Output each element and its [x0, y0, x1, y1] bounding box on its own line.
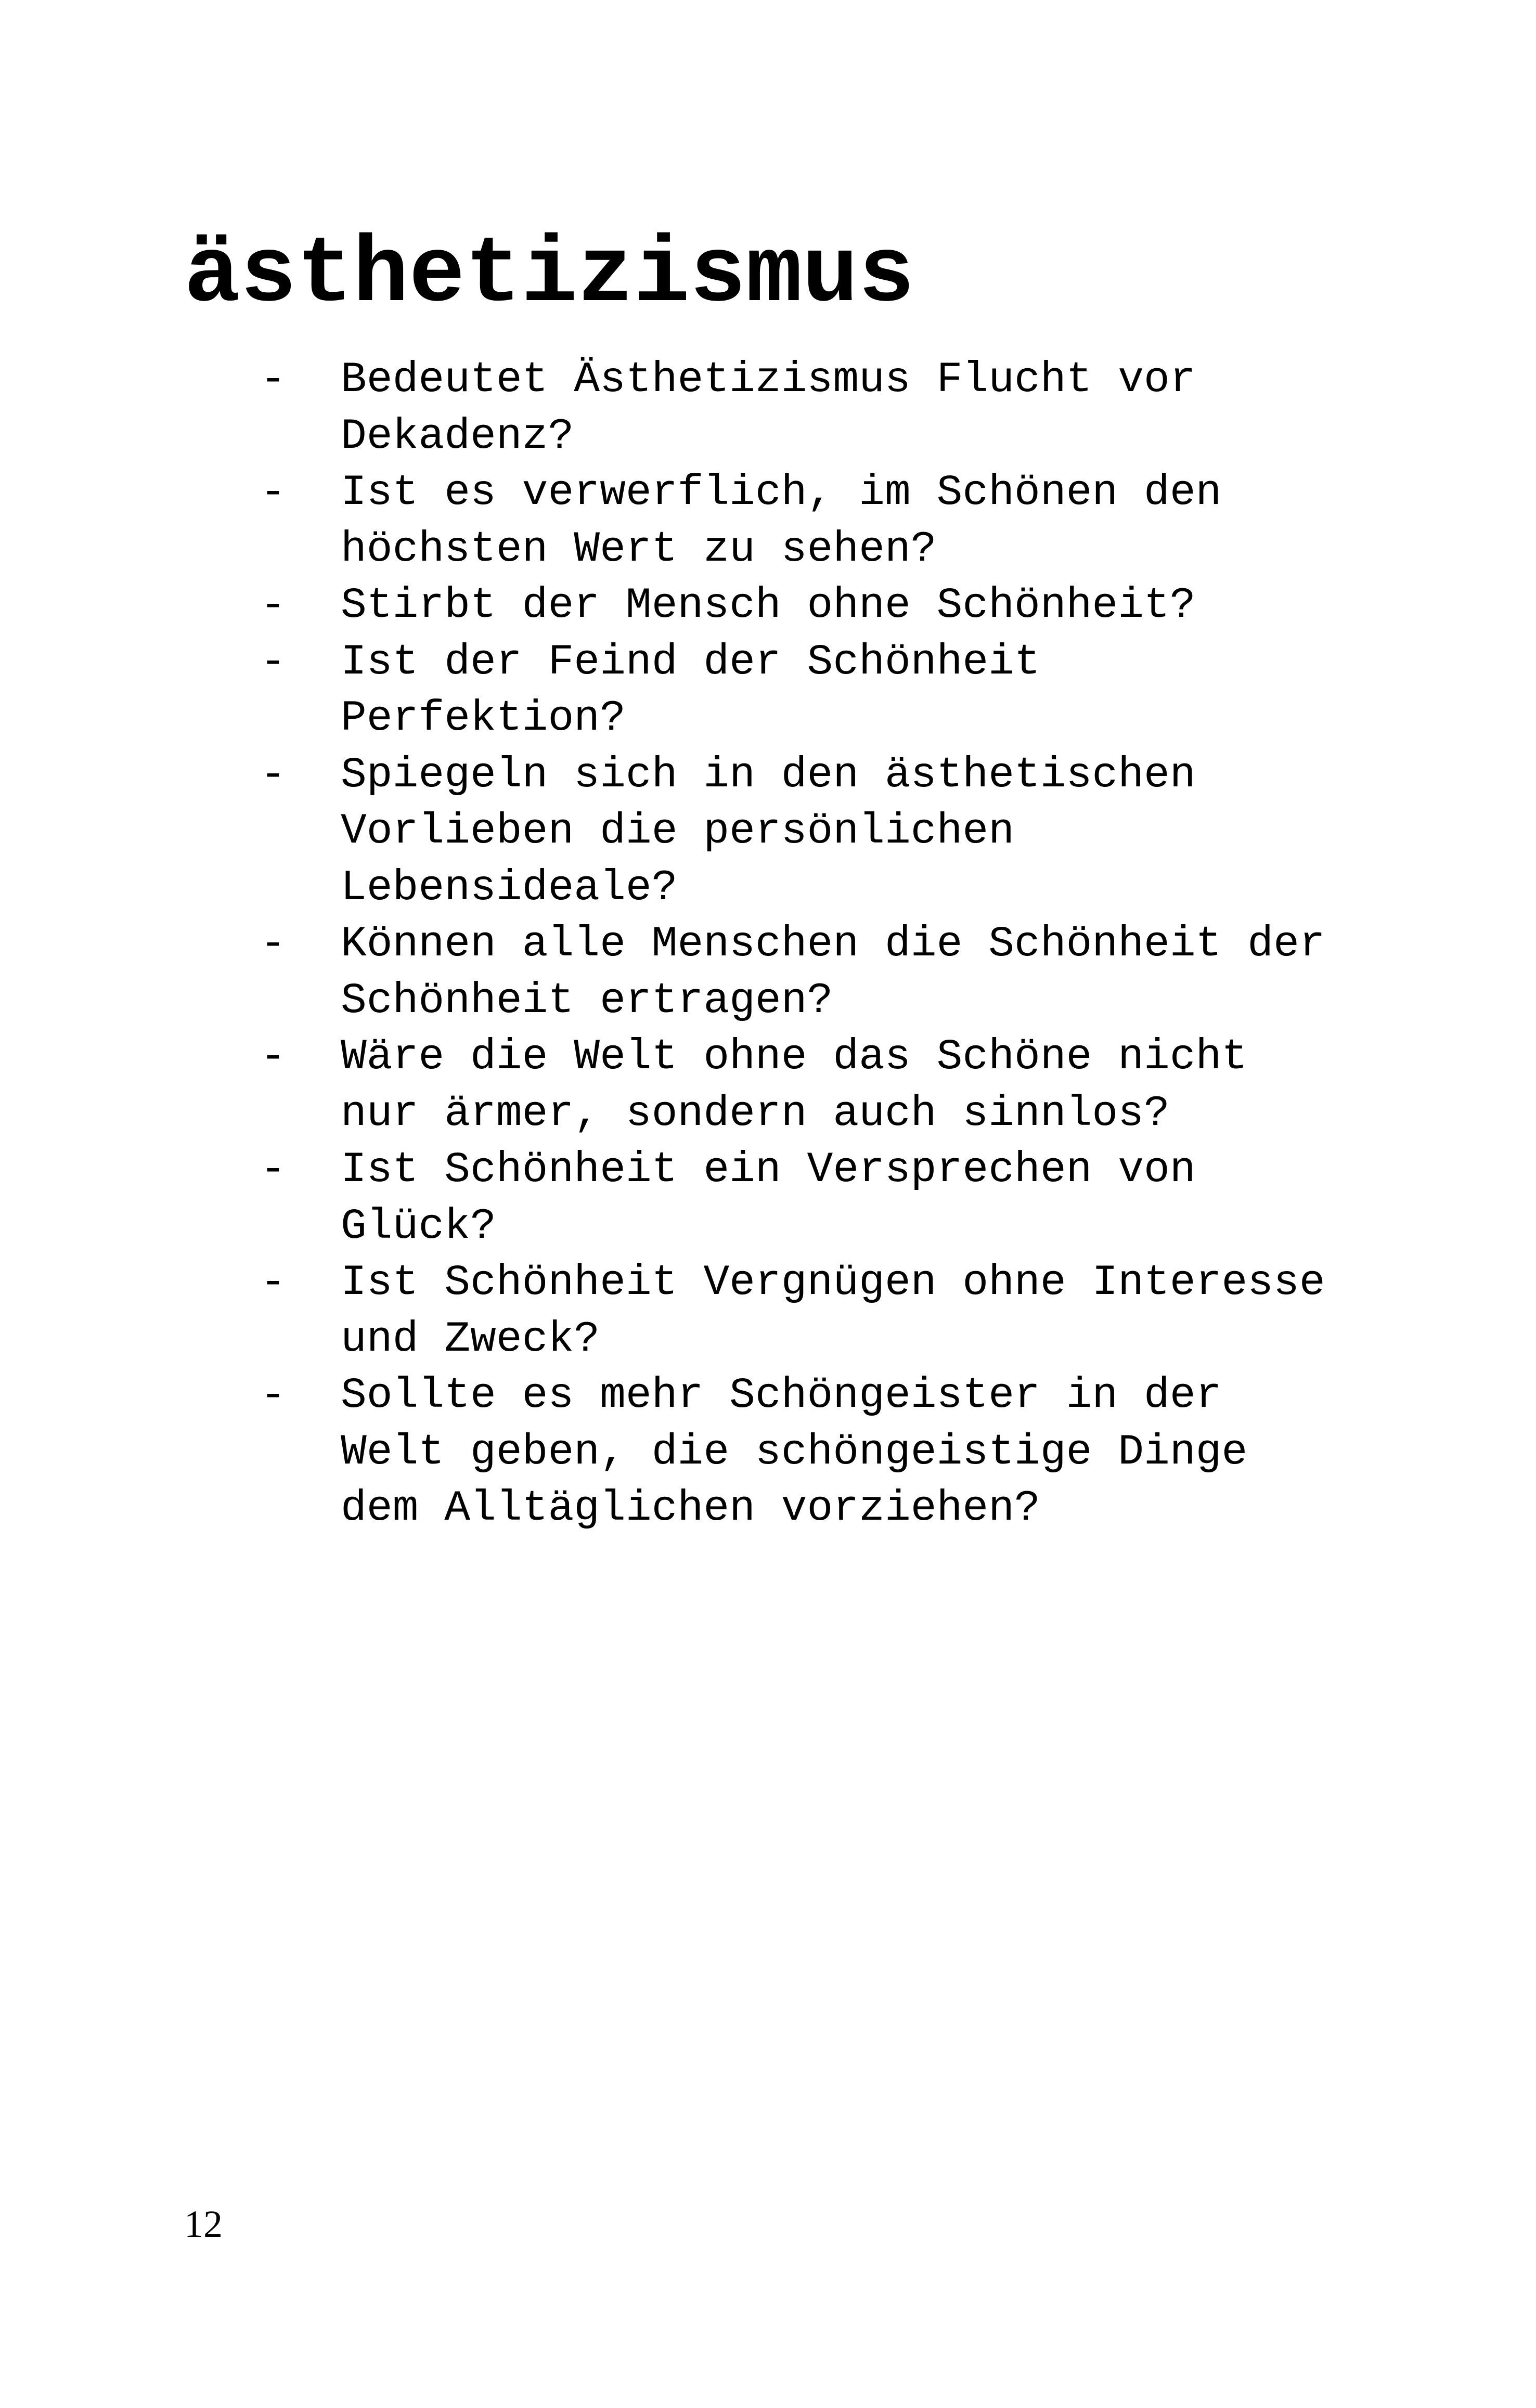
question-item: [260, 916, 1404, 1029]
question-text-line: Lebensideale?: [341, 863, 678, 912]
question-list: [260, 352, 1404, 1537]
question-text-line: Schönheit ertragen?: [341, 976, 833, 1025]
bullet-dash: -: [260, 581, 286, 630]
question-text-line: Ist Schönheit ein Versprechen von: [341, 1145, 1196, 1194]
bullet-dash: -: [260, 1371, 286, 1420]
question-text-line: Welt geben, die schöngeistige Dinge: [341, 1427, 1248, 1477]
bullet-dash: -: [260, 1258, 286, 1307]
question-text-line: Stirbt der Mensch ohne Schönheit?: [341, 581, 1196, 630]
question-text-line: Wäre die Welt ohne das Schöne nicht: [341, 1032, 1248, 1081]
bullet-dash: -: [260, 355, 286, 404]
question-text-line: Dekadenz?: [341, 411, 574, 461]
page-number: 12: [184, 2203, 223, 2246]
question-item: [260, 1029, 1404, 1142]
question-text-line: Können alle Menschen die Schönheit der: [341, 920, 1325, 968]
question-text-line: höchsten Wert zu sehen?: [341, 524, 937, 574]
question-item: [260, 747, 1404, 916]
bullet-dash: -: [260, 1032, 286, 1081]
question-item: [260, 352, 1404, 464]
question-item: [260, 1142, 1404, 1254]
question-text-line: Sollte es mehr Schöngeister in der: [341, 1371, 1222, 1420]
bullet-dash: -: [260, 637, 286, 687]
question-text-line: nur ärmer, sondern auch sinnlos?: [341, 1089, 1170, 1138]
question-text-line: Ist Schönheit Vergnügen ohne Interesse: [341, 1258, 1325, 1307]
question-text-line: Bedeutet Ästhetizismus Flucht vor: [341, 355, 1196, 404]
question-item: [260, 464, 1404, 577]
question-text-line: Glück?: [341, 1201, 496, 1251]
bullet-dash: -: [260, 1145, 286, 1194]
bullet-dash: -: [260, 468, 286, 517]
question-text-line: Perfektion?: [341, 694, 626, 743]
question-text-line: und Zweck?: [341, 1314, 600, 1364]
question-text-line: Ist es verwerflich, im Schönen den: [341, 468, 1222, 517]
question-text-line: Ist der Feind der Schönheit: [341, 637, 1040, 687]
question-item: [260, 634, 1404, 747]
page-title: ästhetizismus: [184, 223, 915, 329]
question-item: [260, 1367, 1404, 1537]
question-item: [260, 577, 1404, 634]
question-text-line: Spiegeln sich in den ästhetischen: [341, 750, 1196, 799]
question-text-line: Vorlieben die persönlichen: [341, 807, 1015, 856]
bullet-dash: -: [260, 920, 286, 968]
question-item: [260, 1254, 1404, 1367]
question-text-line: dem Alltäglichen vorziehen?: [341, 1484, 1040, 1533]
bullet-dash: -: [260, 750, 286, 799]
